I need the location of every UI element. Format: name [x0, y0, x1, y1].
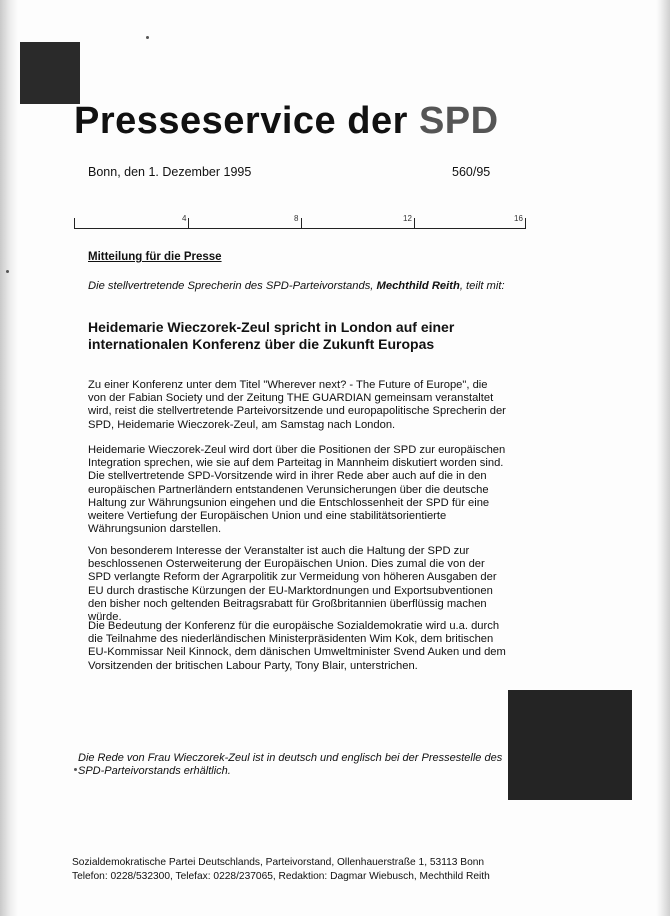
- intro-before: Die stellvertretende Sprecherin des SPD-Parteivorstands,: [88, 280, 377, 292]
- ruler-label-12: 12: [403, 214, 412, 223]
- ruler: [74, 214, 526, 229]
- scan-artifact-top: [20, 42, 80, 104]
- title-party: SPD: [418, 100, 499, 142]
- body-paragraph-2: Heidemarie Wieczorek-Zeul wird dort über die Positionen der SPD zur europäischen Integration sprechen, wie sie auf dem Parteitag in Mannheim diskutiert worden sind. Die stellvertretende SPD-Vorsitzende wird in ihrer Rede aber auch auf die in den europäischen Partnerländern entstandenen Verunsicherungen über die deutsche Haltung zur Währungsunion eingehen und die Entschlossenheit der SPD für eine weitere Vertiefung der Europäischen Union und eine stabilitätsorientierte Währungsunion darstellen.: [88, 444, 506, 536]
- footer-contact: Telefon: 0228/532300, Telefax: 0228/237065, Redaktion: Dagmar Wiebusch, Mechthild Reith: [72, 871, 490, 882]
- footer: [72, 856, 552, 884]
- title-prefix: Presseservice der: [74, 100, 408, 142]
- headline: Heidemarie Wieczorek-Zeul spricht in London auf einer internationalen Konferenz über die Zukunft Europas: [88, 319, 455, 352]
- dateline: Bonn, den 1. Dezember 1995: [88, 165, 252, 179]
- page-title: [74, 100, 499, 143]
- intro-after: , teilt mit:: [459, 280, 505, 292]
- body-paragraph-3: Von besonderem Interesse der Veranstalter ist auch die Haltung der SPD zur beschlossenen Osterweiterung der Europäischen Union. Dies zumal die von der SPD verlangte Reform der Agrarpolitik zur Vermeidung von höheren Ausgaben der EU durch drastische Kürzungen der EU-Marktordnungen und Exportsubventionen den bisher noch geltenden Beitragsrabatt für Großbritannien überflüssig machen würde.: [88, 545, 497, 624]
- section-label: Mitteilung für die Presse: [88, 251, 222, 263]
- ruler-tick: [301, 218, 302, 228]
- ruler-label-4: 4: [182, 214, 187, 223]
- scan-right-edge: [656, 0, 670, 916]
- scan-speck: [74, 768, 77, 771]
- closing-note: Die Rede von Frau Wieczorek-Zeul ist in deutsch und englisch bei der Pressestelle des SPD-Parteivorstands erhältlich.: [78, 752, 503, 777]
- scan-artifact-bottom: [508, 690, 632, 800]
- scan-left-edge: [0, 0, 18, 916]
- intro-line: [88, 280, 505, 292]
- ruler-tick: [188, 218, 189, 228]
- footer-address: Sozialdemokratische Partei Deutschlands, Parteivorstand, Ollenhauerstraße 1, 53113 Bonn: [72, 857, 485, 868]
- body-paragraph-4: Die Bedeutung der Konferenz für die europäische Sozialdemokratie wird u.a. durch die Teilnahme des niederländischen Ministerpräsidenten Wim Kok, dem britischen EU-Kommissar Neil Kinnock, dem dänischen Umweltminister Svend Auken und dem Vorsitzenden der britischen Labour Party, Tony Blair, unterstrichen.: [88, 620, 506, 672]
- ruler-label-8: 8: [294, 214, 299, 223]
- scan-speck: [146, 36, 149, 39]
- ruler-tick: [414, 218, 415, 228]
- ruler-tick: [74, 218, 75, 228]
- ruler-tick: [525, 218, 526, 228]
- ruler-label-16: 16: [514, 214, 523, 223]
- scan-speck: [6, 270, 9, 273]
- body-paragraph-1: Zu einer Konferenz unter dem Titel "Wherever next? - The Future of Europe", die von der Fabian Society und der Zeitung THE GUARDIAN gemeinsam veranstaltet wird, reist die stellvertretende Parteivorsitzende und europapolitische Sprecherin der SPD, Heidemarie Wieczorek-Zeul, am Samstag nach London.: [88, 379, 506, 431]
- intro-name: Mechthild Reith: [376, 280, 460, 292]
- document-number: 560/95: [452, 165, 491, 179]
